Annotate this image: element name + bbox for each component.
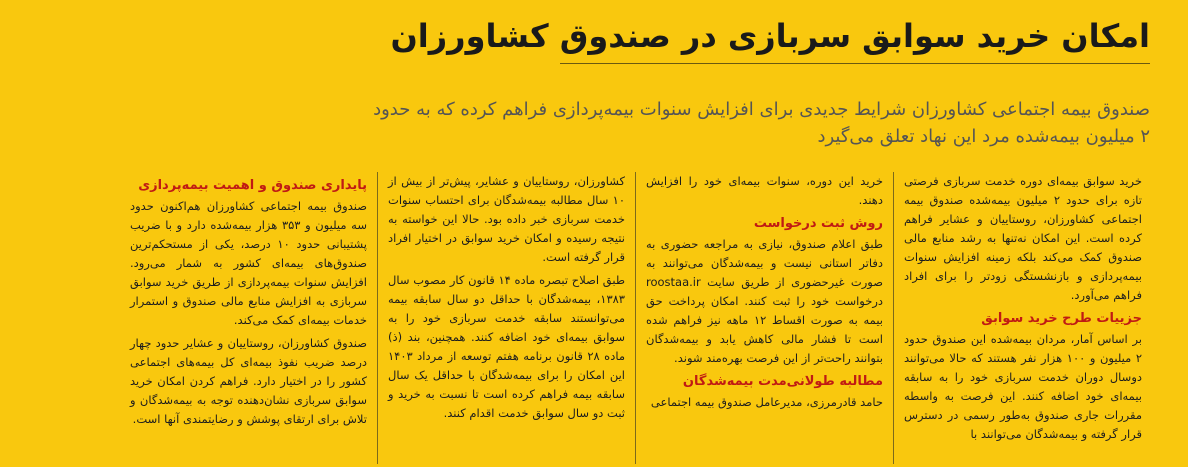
column-2-paragraph-2: طبق اعلام صندوق، نیازی به مراجعه حضوری به دفاتر استانی نیست و بیمه‌شدگان می‌توانند به صورت غیرحضوری از طریق سایت roostaa.ir درخواست خود را ثبت کنند. امکان پرداخت حق بیمه به صورت اقساط ۱۲ ماهه نیز فراهم شده است تا فشار مالی کاهش یابد و بیمه‌شدگان بتوانند راحت‌تر از این فرصت بهره‌مند شوند. xyxy=(646,237,883,365)
subheading-fund-sustainability: پایداری صندوق و اهمیت بیمه‌پردازی xyxy=(138,178,367,193)
column-4 xyxy=(120,172,378,464)
column-2 xyxy=(636,172,894,464)
column-2-paragraph-3: حامد قادرمرزی، مدیرعامل صندوق بیمه اجتماعی xyxy=(650,395,883,409)
column-1-paragraph-1: خرید سوابق بیمه‌ای دوره خدمت سربازی فرصتی تازه برای حدود ۲ میلیون بیمه‌شده صندوق بیمه اجتماعی کشاورزان، روستاییان و عشایر فراهم کرده است. این امکان نه‌تنها به رشد منابع مالی صندوق کمک می‌کند بلکه زمینه افزایش سنوات بیمه‌پردازی و بازنشستگی زودتر را برای افراد فراهم می‌آورد. xyxy=(904,174,1142,302)
column-1-paragraph-2: بر اساس آمار، مردان بیمه‌شده این صندوق حدود ۲ میلیون و ۱۰۰ هزار نفر هستند که حالا می‌توانند دوسال دوران خدمت سربازی خود را به سابقه بیمه‌ای خود اضافه کنند. این فرصت به واسطه مقررات جاری صندوق به‌طور رسمی در دسترس قرار گرفته و بیمه‌شدگان می‌توانند با xyxy=(904,332,1142,441)
subheading-plan-details: جزییات طرح خرید سوابق xyxy=(981,311,1142,326)
column-4-paragraph-1: صندوق بیمه اجتماعی کشاورزان هم‌اکنون حدود سه میلیون و ۳۵۳ هزار بیمه‌شده دارد و با ضریب پشتیبانی حدود ۱۰ درصد، یکی از مستحکم‌ترین صندوق‌های بیمه‌ای کشور به شمار می‌رود. افزایش سنوات بیمه‌پردازی از طریق خرید سوابق سربازی به افزایش منابع مالی صندوق و استمرار خدمات بیمه‌ای کمک می‌کند. xyxy=(130,199,367,327)
column-3-paragraph-1: کشاورزان، روستاییان و عشایر، پیش‌تر از بیش از ۱۰ سال مطالبه بیمه‌شدگان برای احتساب سنوات خدمت سربازی خبر داده بود. حالا این خواسته به نتیجه رسیده و امکان خرید سوابق در اختیار افراد قرار گرفته است. xyxy=(388,174,625,264)
column-1 xyxy=(894,172,1152,464)
article-columns xyxy=(120,172,1152,464)
subheading-long-term-demand: مطالبه طولانی‌مدت بیمه‌شدگان xyxy=(682,374,883,389)
lead-line-2: ۲ میلیون بیمه‌شده مرد این نهاد تعلق می‌گیرد xyxy=(817,126,1150,147)
headline: امکان خرید سوابق سربازی در صندوق کشاورزان xyxy=(560,18,1150,64)
subheading-registration-method: روش ثبت درخواست xyxy=(753,216,883,231)
column-3-paragraph-2: طبق اصلاح تبصره ماده ۱۴ قانون کار مصوب سال ۱۳۸۳، بیمه‌شدگان با حداقل دو سال سابقه بیمه می‌توانستند سابقه خدمت سربازی خود را به سوابق بیمه‌ای خود اضافه کنند. همچنین، بند (ذ) ماده ۲۸ قانون برنامه هفتم توسعه از مرداد ۱۴۰۳ این امکان را برای بیمه‌شدگان با حداقل یک سال سابقه بیمه فراهم کرده است تا نسبت به خرید و ثبت دو سال سوابق خدمت اقدام کنند. xyxy=(388,273,625,420)
lead-paragraph xyxy=(373,96,1150,150)
lead-line-1: صندوق بیمه اجتماعی کشاورزان شرایط جدیدی برای افزایش سنوات بیمه‌پردازی فراهم کرده که به حدود xyxy=(373,99,1150,120)
column-4-paragraph-2: صندوق کشاورزان، روستاییان و عشایر حدود چهار درصد ضریب نفوذ بیمه‌ای کل بیمه‌های اجتماعی کشور را در اختیار دارد. فراهم کردن امکان خرید سوابق سربازی نشان‌دهنده توجه به بیمه‌شدگان و تلاش برای ارتقای پوشش و رضایتمندی آنها است. xyxy=(130,336,367,426)
column-2-paragraph-1: خرید این دوره، سنوات بیمه‌ای خود را افزایش دهند. xyxy=(646,174,883,207)
column-3 xyxy=(378,172,636,464)
